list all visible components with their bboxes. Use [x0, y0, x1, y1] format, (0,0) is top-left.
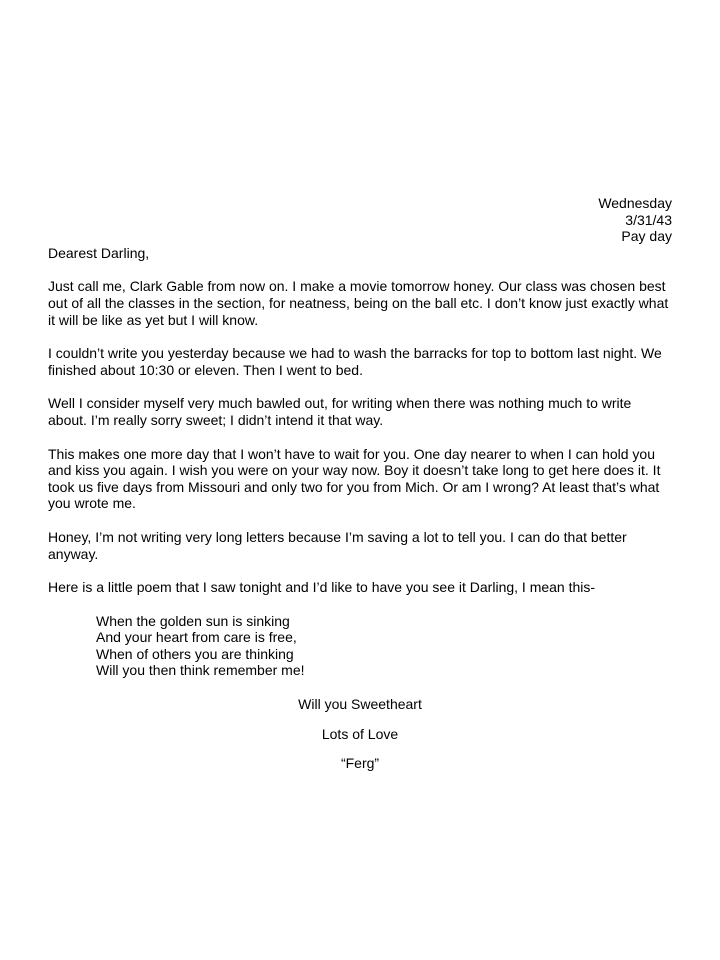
salutation: Dearest Darling,	[48, 244, 150, 261]
closing-sign-off: Lots of Love	[321, 725, 399, 742]
poem-line-4: Will you then think remember me!	[96, 662, 305, 679]
dateline	[48, 195, 672, 245]
paragraph-1: Just call me, Clark Gable from now on. I make a movie tomorrow honey. Our class was chosen best out of all the classes in the section, for neatness, being on the ball etc. I don’t know just exactly what it will be like as yet but I will know.	[48, 278, 669, 328]
date-weekday: Wednesday	[598, 195, 672, 211]
closing-question: Will you Sweetheart	[298, 696, 422, 713]
poem	[96, 613, 672, 679]
poem-line-1: When the golden sun is sinking	[96, 612, 290, 629]
paragraph-4: This makes one more day that I won’t have to wait for you. One day nearer to when I can hold you and kiss you again. I wish you were on your way now. Boy it doesn’t take long to get here does it. It took us five days from Missouri and only two for you from Mich. Or am I wrong? At least that’s what you wrote me.	[48, 445, 661, 512]
date-numeric: 3/31/43	[625, 211, 672, 228]
paragraph-3: Well I consider myself very much bawled out, for writing when there was nothing much to write about. I’m really sorry sweet; I didn’t intend it that way.	[48, 395, 632, 428]
letter-body	[48, 195, 672, 785]
paragraph-2: I couldn’t write you yesterday because we had to wash the barracks for top to bottom last night. We finished about 10:30 or eleven. Then I went to bed.	[48, 345, 662, 378]
paragraph-5: Honey, I’m not writing very long letters because I’m saving a lot to tell you. I can do that better anyway.	[48, 528, 627, 562]
signature: “Ferg”	[340, 755, 380, 772]
date-note: Pay day	[621, 228, 672, 245]
paragraph-6: Here is a little poem that I saw tonight and I’d like to have you see it Darling, I mean this-	[48, 579, 596, 596]
poem-line-2: And your heart from care is free,	[96, 629, 297, 646]
poem-line-3: When of others you are thinking	[96, 645, 294, 662]
